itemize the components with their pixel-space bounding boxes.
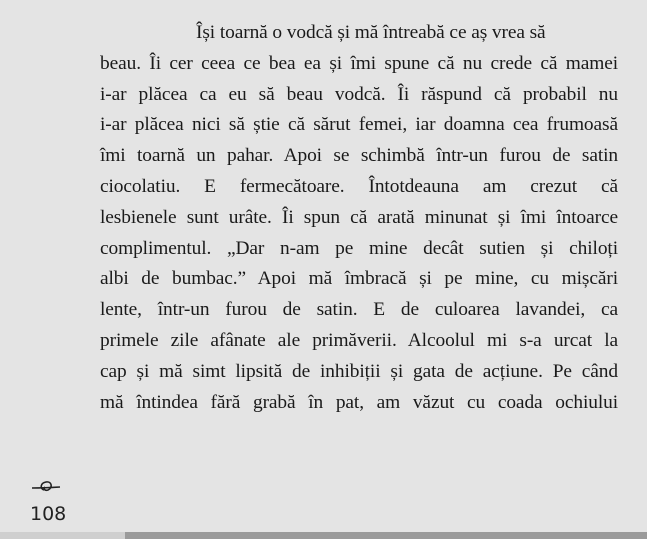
text-line: Își toarnă o vodcă și mă întreabă ce aș vrea să	[196, 22, 546, 43]
text-line: complimentul. „Dar n-am pe mine decât sutien și chiloți	[100, 237, 618, 259]
text-line: îmi toarnă un pahar. Apoi se schimbă într-un furou de satin	[100, 145, 618, 167]
bottom-status-strip	[0, 532, 647, 539]
text-line: mă întindea fără grabă în pat, am văzut cu coada ochiului	[100, 391, 618, 413]
text-line: lesbienele sunt urâte. Îi spun că arată minunat și îmi întoarce	[100, 206, 618, 228]
text-line: primele zile afânate ale primăverii. Alcoolul mi s-a urcat la	[100, 329, 618, 351]
body-text	[100, 18, 618, 418]
status-strip-segment	[0, 532, 125, 539]
text-line: cap și mă simt lipsită de inhibiții și gata de acțiune. Pe când	[100, 360, 618, 382]
text-line: ciocolatiu. E fermecătoare. Întotdeauna am crezut că	[100, 175, 618, 197]
text-line: beau. Îi cer ceea ce bea ea și îmi spune că nu crede că mamei	[100, 52, 618, 74]
text-line: i-ar plăcea ca eu să beau vodcă. Îi răspund că probabil nu	[100, 83, 618, 105]
page-number: 108	[30, 503, 67, 525]
text-line: lente, într-un furou de satin. E de culoarea lavandei, ca	[100, 299, 618, 321]
swirl-mark-icon	[30, 478, 62, 496]
text-line: i-ar plăcea nici să știe că sărut femei, iar doamna cea frumoasă	[100, 114, 618, 136]
text-line: albi de bumbac.” Apoi mă îmbracă și pe mine, cu mișcări	[100, 268, 618, 290]
